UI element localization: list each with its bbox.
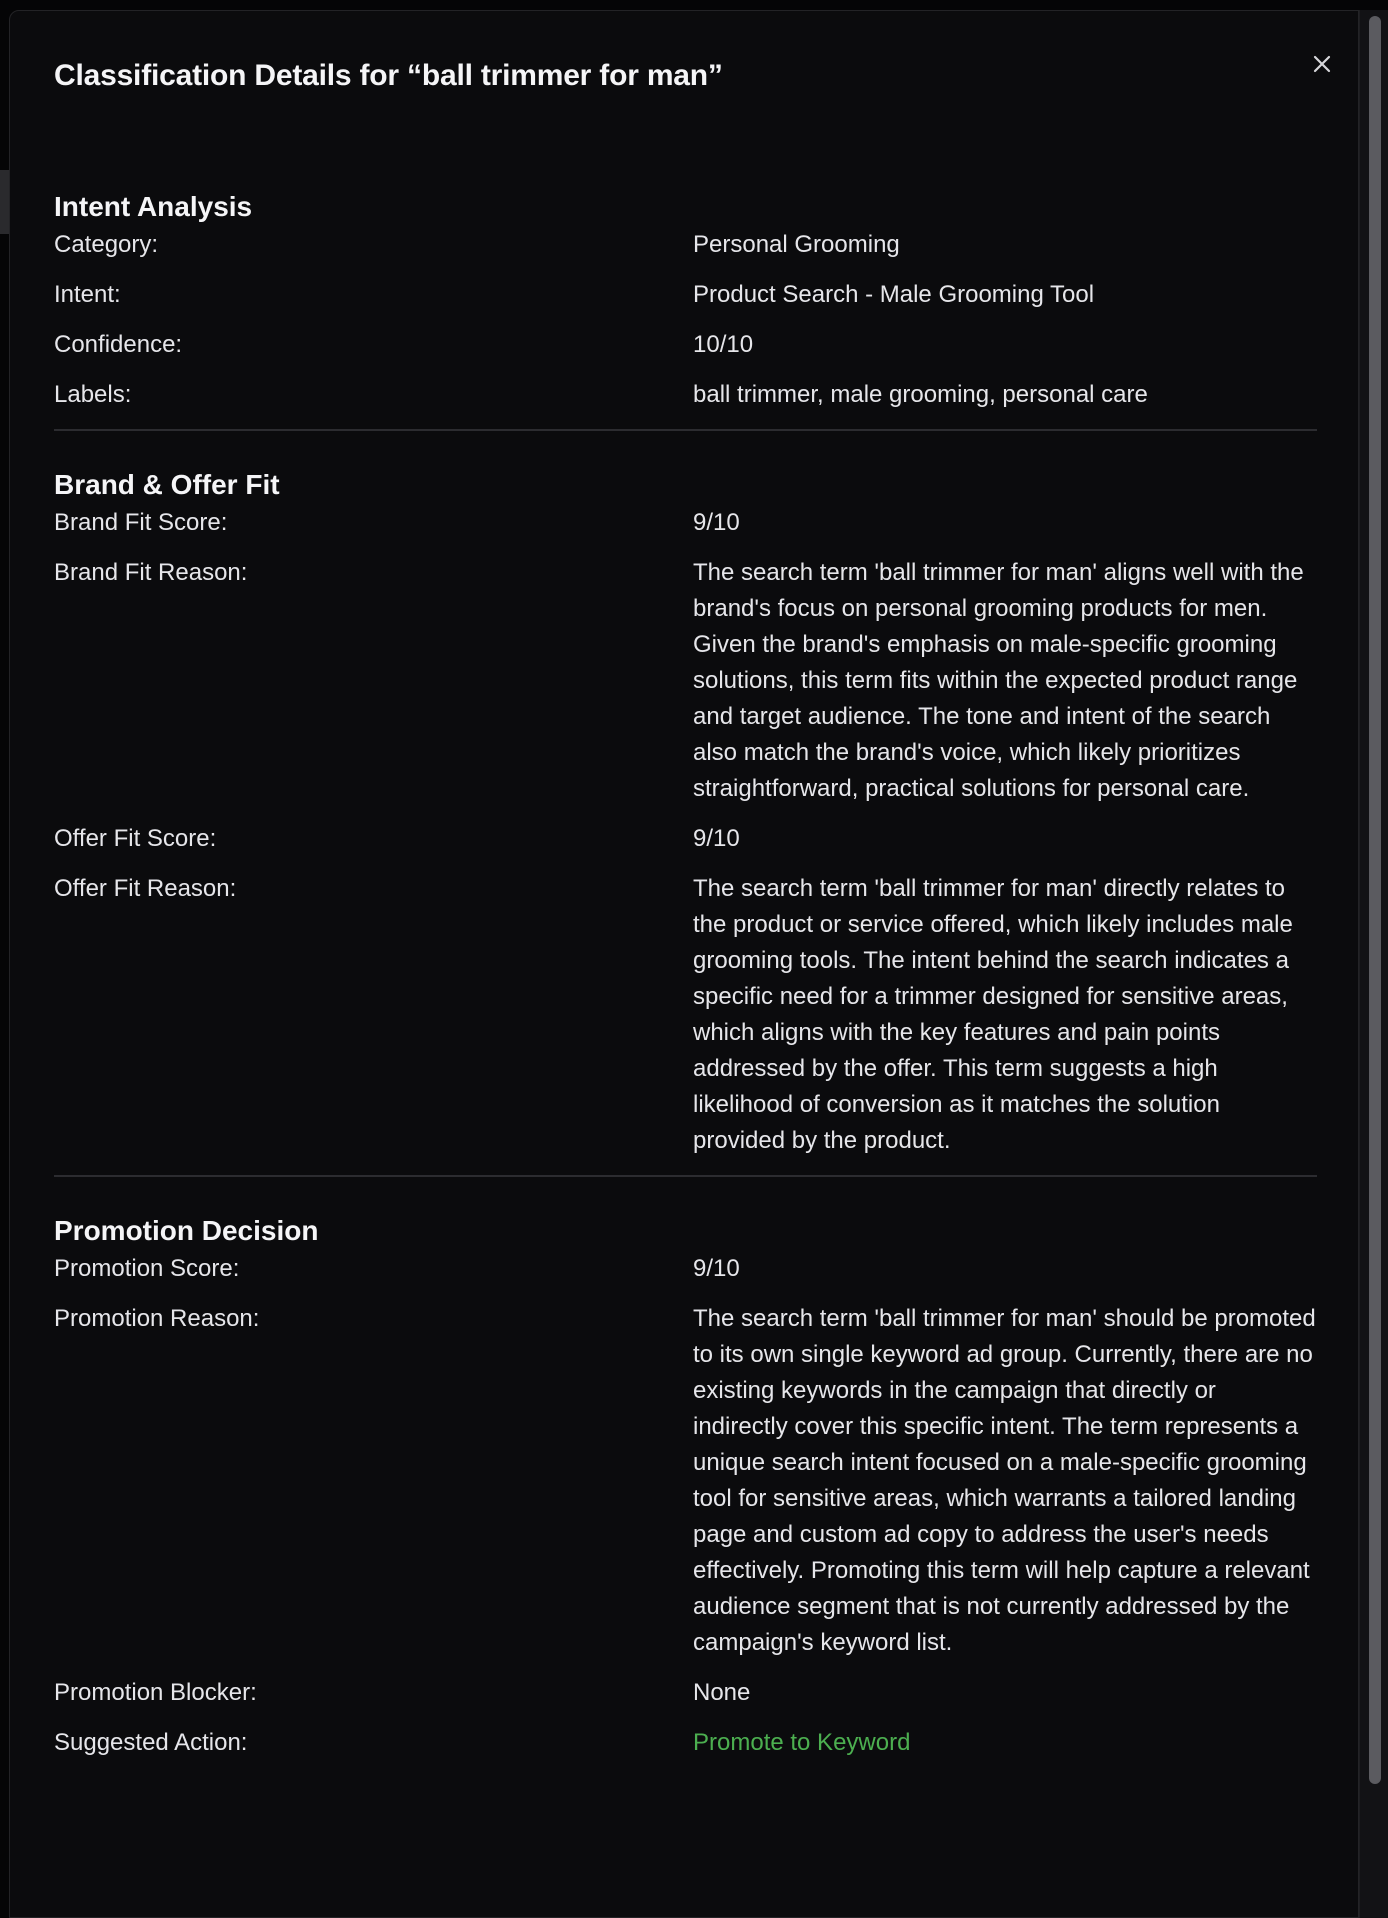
row-value: Personal Grooming [693, 231, 900, 258]
row-label: Promotion Reason: [54, 1305, 260, 1332]
classification-details-modal [9, 10, 1359, 1918]
detail-row-promotion-blocker [54, 1675, 1317, 1711]
scrollbar-thumb[interactable] [1369, 16, 1381, 1784]
detail-row-promotion-reason [54, 1301, 1317, 1661]
detail-row-promotion-score [54, 1251, 1317, 1287]
row-label: Labels: [54, 381, 132, 408]
row-value: The search term 'ball trimmer for man' should be promoted to its own single keyword ad group. Currently, there are no existing keywords in the campaign that directly or indirectly cover this specific intent. The term represents a unique search intent focused on a male-specific grooming tool for sensitive areas, which warrants a tailored landing page and custom ad copy to address the user's needs effectively. Promoting this term will help capture a relevant audience segment that is not currently addressed by the campaign's keyword list. [693, 1305, 1316, 1656]
background-highlight [0, 170, 9, 234]
detail-row-offer-fit-score [54, 821, 1317, 857]
modal-title: Classification Details for “ball trimmer for man” [54, 59, 723, 92]
row-label: Offer Fit Reason: [54, 875, 237, 902]
row-label: Intent: [54, 281, 121, 308]
section-divider [54, 1175, 1317, 1177]
modal-content [54, 187, 1317, 1775]
row-label: Promotion Score: [54, 1255, 240, 1282]
suggested-action-link[interactable]: Promote to Keyword [693, 1729, 911, 1756]
detail-row-brand-fit-reason [54, 555, 1317, 807]
section-heading: Intent Analysis [54, 191, 253, 222]
row-label: Category: [54, 231, 159, 258]
detail-row-intent [54, 277, 1317, 313]
row-value: 9/10 [693, 509, 740, 536]
detail-row-brand-fit-score [54, 505, 1317, 541]
section-heading: Brand & Offer Fit [54, 469, 280, 500]
row-value: The search term 'ball trimmer for man' directly relates to the product or service offered, which likely includes male grooming tools. The intent behind the search indicates a specific need for a trimmer designed for sensitive areas, which aligns with the key features and pain points addressed by the offer. This term suggests a high likelihood of conversion as it matches the solution provided by the product. [693, 875, 1293, 1154]
promotion-decision-section [54, 1211, 1317, 1761]
detail-row-category [54, 227, 1317, 263]
row-value: 9/10 [693, 825, 740, 852]
section-divider [54, 429, 1317, 431]
close-icon [1312, 54, 1332, 74]
row-value: Product Search - Male Grooming Tool [693, 281, 1095, 308]
row-label: Offer Fit Score: [54, 825, 217, 852]
close-button[interactable] [1305, 47, 1339, 81]
row-label: Brand Fit Reason: [54, 559, 248, 586]
brand-offer-fit-section [54, 465, 1317, 1159]
row-label: Brand Fit Score: [54, 509, 228, 536]
row-label: Confidence: [54, 331, 183, 358]
detail-row-confidence [54, 327, 1317, 363]
row-value: 9/10 [693, 1255, 740, 1282]
detail-row-suggested-action [54, 1725, 1317, 1761]
row-label: Promotion Blocker: [54, 1679, 257, 1706]
section-heading: Promotion Decision [54, 1215, 319, 1246]
row-value: ball trimmer, male grooming, personal care [693, 381, 1148, 408]
modal-scrollbar[interactable] [1359, 10, 1388, 1918]
detail-row-labels [54, 377, 1317, 413]
intent-analysis-section [54, 187, 1317, 413]
detail-row-offer-fit-reason [54, 871, 1317, 1159]
row-value: 10/10 [693, 331, 754, 358]
row-label: Suggested Action: [54, 1729, 248, 1756]
row-value: The search term 'ball trimmer for man' aligns well with the brand's focus on personal grooming products for men. Given the brand's emphasis on male-specific grooming solutions, this term fits within the expected product range and target audience. The tone and intent of the search also match the brand's voice, which likely prioritizes straightforward, practical solutions for personal care. [693, 559, 1304, 802]
row-value: None [693, 1679, 751, 1706]
